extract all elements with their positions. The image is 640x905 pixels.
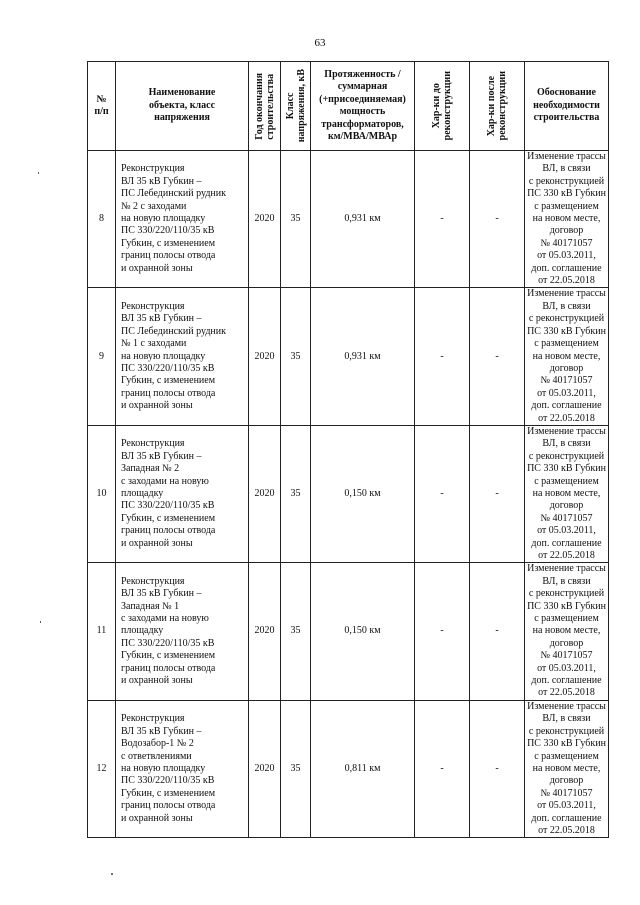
cell-before: - — [415, 151, 470, 288]
cell-justification: Изменение трассы ВЛ, в связи с реконструкцией ПС 330 кВ Губкин с размещением на новом месте, договор № 40171057 от 05.03.2011, доп. соглашение от 22.05.2018 — [525, 563, 609, 700]
cell-num: 12 — [88, 700, 116, 837]
table-row — [88, 563, 609, 700]
header-voltage: Класс напряжения, кВ — [281, 62, 311, 151]
cell-after: - — [470, 700, 525, 837]
page-number: 63 — [314, 37, 326, 49]
construction-table — [87, 61, 609, 838]
cell-year: 2020 — [249, 151, 281, 288]
cell-justification: Изменение трассы ВЛ, в связи с реконструкцией ПС 330 кВ Губкин с размещением на новом месте, договор № 40171057 от 05.03.2011, доп. соглашение от 22.05.2018 — [525, 425, 609, 562]
scan-speck — [111, 873, 113, 875]
header-year: Год окончания строительства — [249, 62, 281, 151]
cell-after: - — [470, 425, 525, 562]
header-after: Хар-ки после реконструкции — [470, 62, 525, 151]
header-num: № п/п — [88, 62, 116, 151]
scan-speck — [40, 621, 41, 623]
cell-before: - — [415, 288, 470, 425]
cell-length: 0,150 км — [311, 425, 415, 562]
cell-voltage: 35 — [281, 425, 311, 562]
cell-num: 11 — [88, 563, 116, 700]
scan-speck — [38, 172, 39, 174]
cell-justification: Изменение трассы ВЛ, в связи с реконструкцией ПС 330 кВ Губкин с размещением на новом месте, договор № 40171057 от 05.03.2011, доп. соглашение от 22.05.2018 — [525, 700, 609, 837]
cell-num: 9 — [88, 288, 116, 425]
cell-after: - — [470, 288, 525, 425]
cell-before: - — [415, 563, 470, 700]
cell-year: 2020 — [249, 425, 281, 562]
cell-name: Реконструкция ВЛ 35 кВ Губкин – Западная № 1 с заходами на новую площадку ПС 330/220/110/35 кВ Губкин, с изменением границ полосы отвода и охранной зоны — [116, 563, 249, 700]
cell-length: 0,811 км — [311, 700, 415, 837]
cell-name: Реконструкция ВЛ 35 кВ Губкин – Западная № 2 с заходами на новую площадку ПС 330/220/110/35 кВ Губкин, с изменением границ полосы отвода и охранной зоны — [116, 425, 249, 562]
cell-voltage: 35 — [281, 700, 311, 837]
cell-year: 2020 — [249, 700, 281, 837]
table-row — [88, 151, 609, 288]
cell-before: - — [415, 700, 470, 837]
header-justification: Обоснование необходимости строительства — [525, 62, 609, 151]
cell-voltage: 35 — [281, 563, 311, 700]
cell-length: 0,150 км — [311, 563, 415, 700]
cell-before: - — [415, 425, 470, 562]
header-name: Наименование объекта, класс напряжения — [116, 62, 249, 151]
table-row — [88, 700, 609, 837]
table-row — [88, 425, 609, 562]
cell-length: 0,931 км — [311, 151, 415, 288]
cell-name: Реконструкция ВЛ 35 кВ Губкин – ПС Лебединский рудник № 1 с заходами на новую площадку ПС 330/220/110/35 кВ Губкин, с изменением границ полосы отвода и охранной зоны — [116, 288, 249, 425]
cell-voltage: 35 — [281, 151, 311, 288]
cell-name: Реконструкция ВЛ 35 кВ Губкин – ПС Лебединский рудник № 2 с заходами на новую площадку ПС 330/220/110/35 кВ Губкин, с изменением границ полосы отвода и охранной зоны — [116, 151, 249, 288]
header-length: Протяженность / суммарная (+присоединяемая) мощность трансформаторов, км/МВА/МВАр — [311, 62, 415, 151]
cell-year: 2020 — [249, 288, 281, 425]
cell-year: 2020 — [249, 563, 281, 700]
table-row — [88, 288, 609, 425]
cell-num: 8 — [88, 151, 116, 288]
table-header-row — [88, 62, 609, 151]
cell-justification: Изменение трассы ВЛ, в связи с реконструкцией ПС 330 кВ Губкин с размещением на новом месте, договор № 40171057 от 05.03.2011, доп. соглашение от 22.05.2018 — [525, 288, 609, 425]
cell-justification: Изменение трассы ВЛ, в связи с реконструкцией ПС 330 кВ Губкин с размещением на новом месте, договор № 40171057 от 05.03.2011, доп. соглашение от 22.05.2018 — [525, 151, 609, 288]
cell-name: Реконструкция ВЛ 35 кВ Губкин – Водозабор-1 № 2 с ответвлениями на новую площадку ПС 330/220/110/35 кВ Губкин, с изменением границ полосы отвода и охранной зоны — [116, 700, 249, 837]
cell-after: - — [470, 563, 525, 700]
cell-num: 10 — [88, 425, 116, 562]
cell-after: - — [470, 151, 525, 288]
cell-voltage: 35 — [281, 288, 311, 425]
cell-length: 0,931 км — [311, 288, 415, 425]
header-before: Хар-ки до реконструкции — [415, 62, 470, 151]
